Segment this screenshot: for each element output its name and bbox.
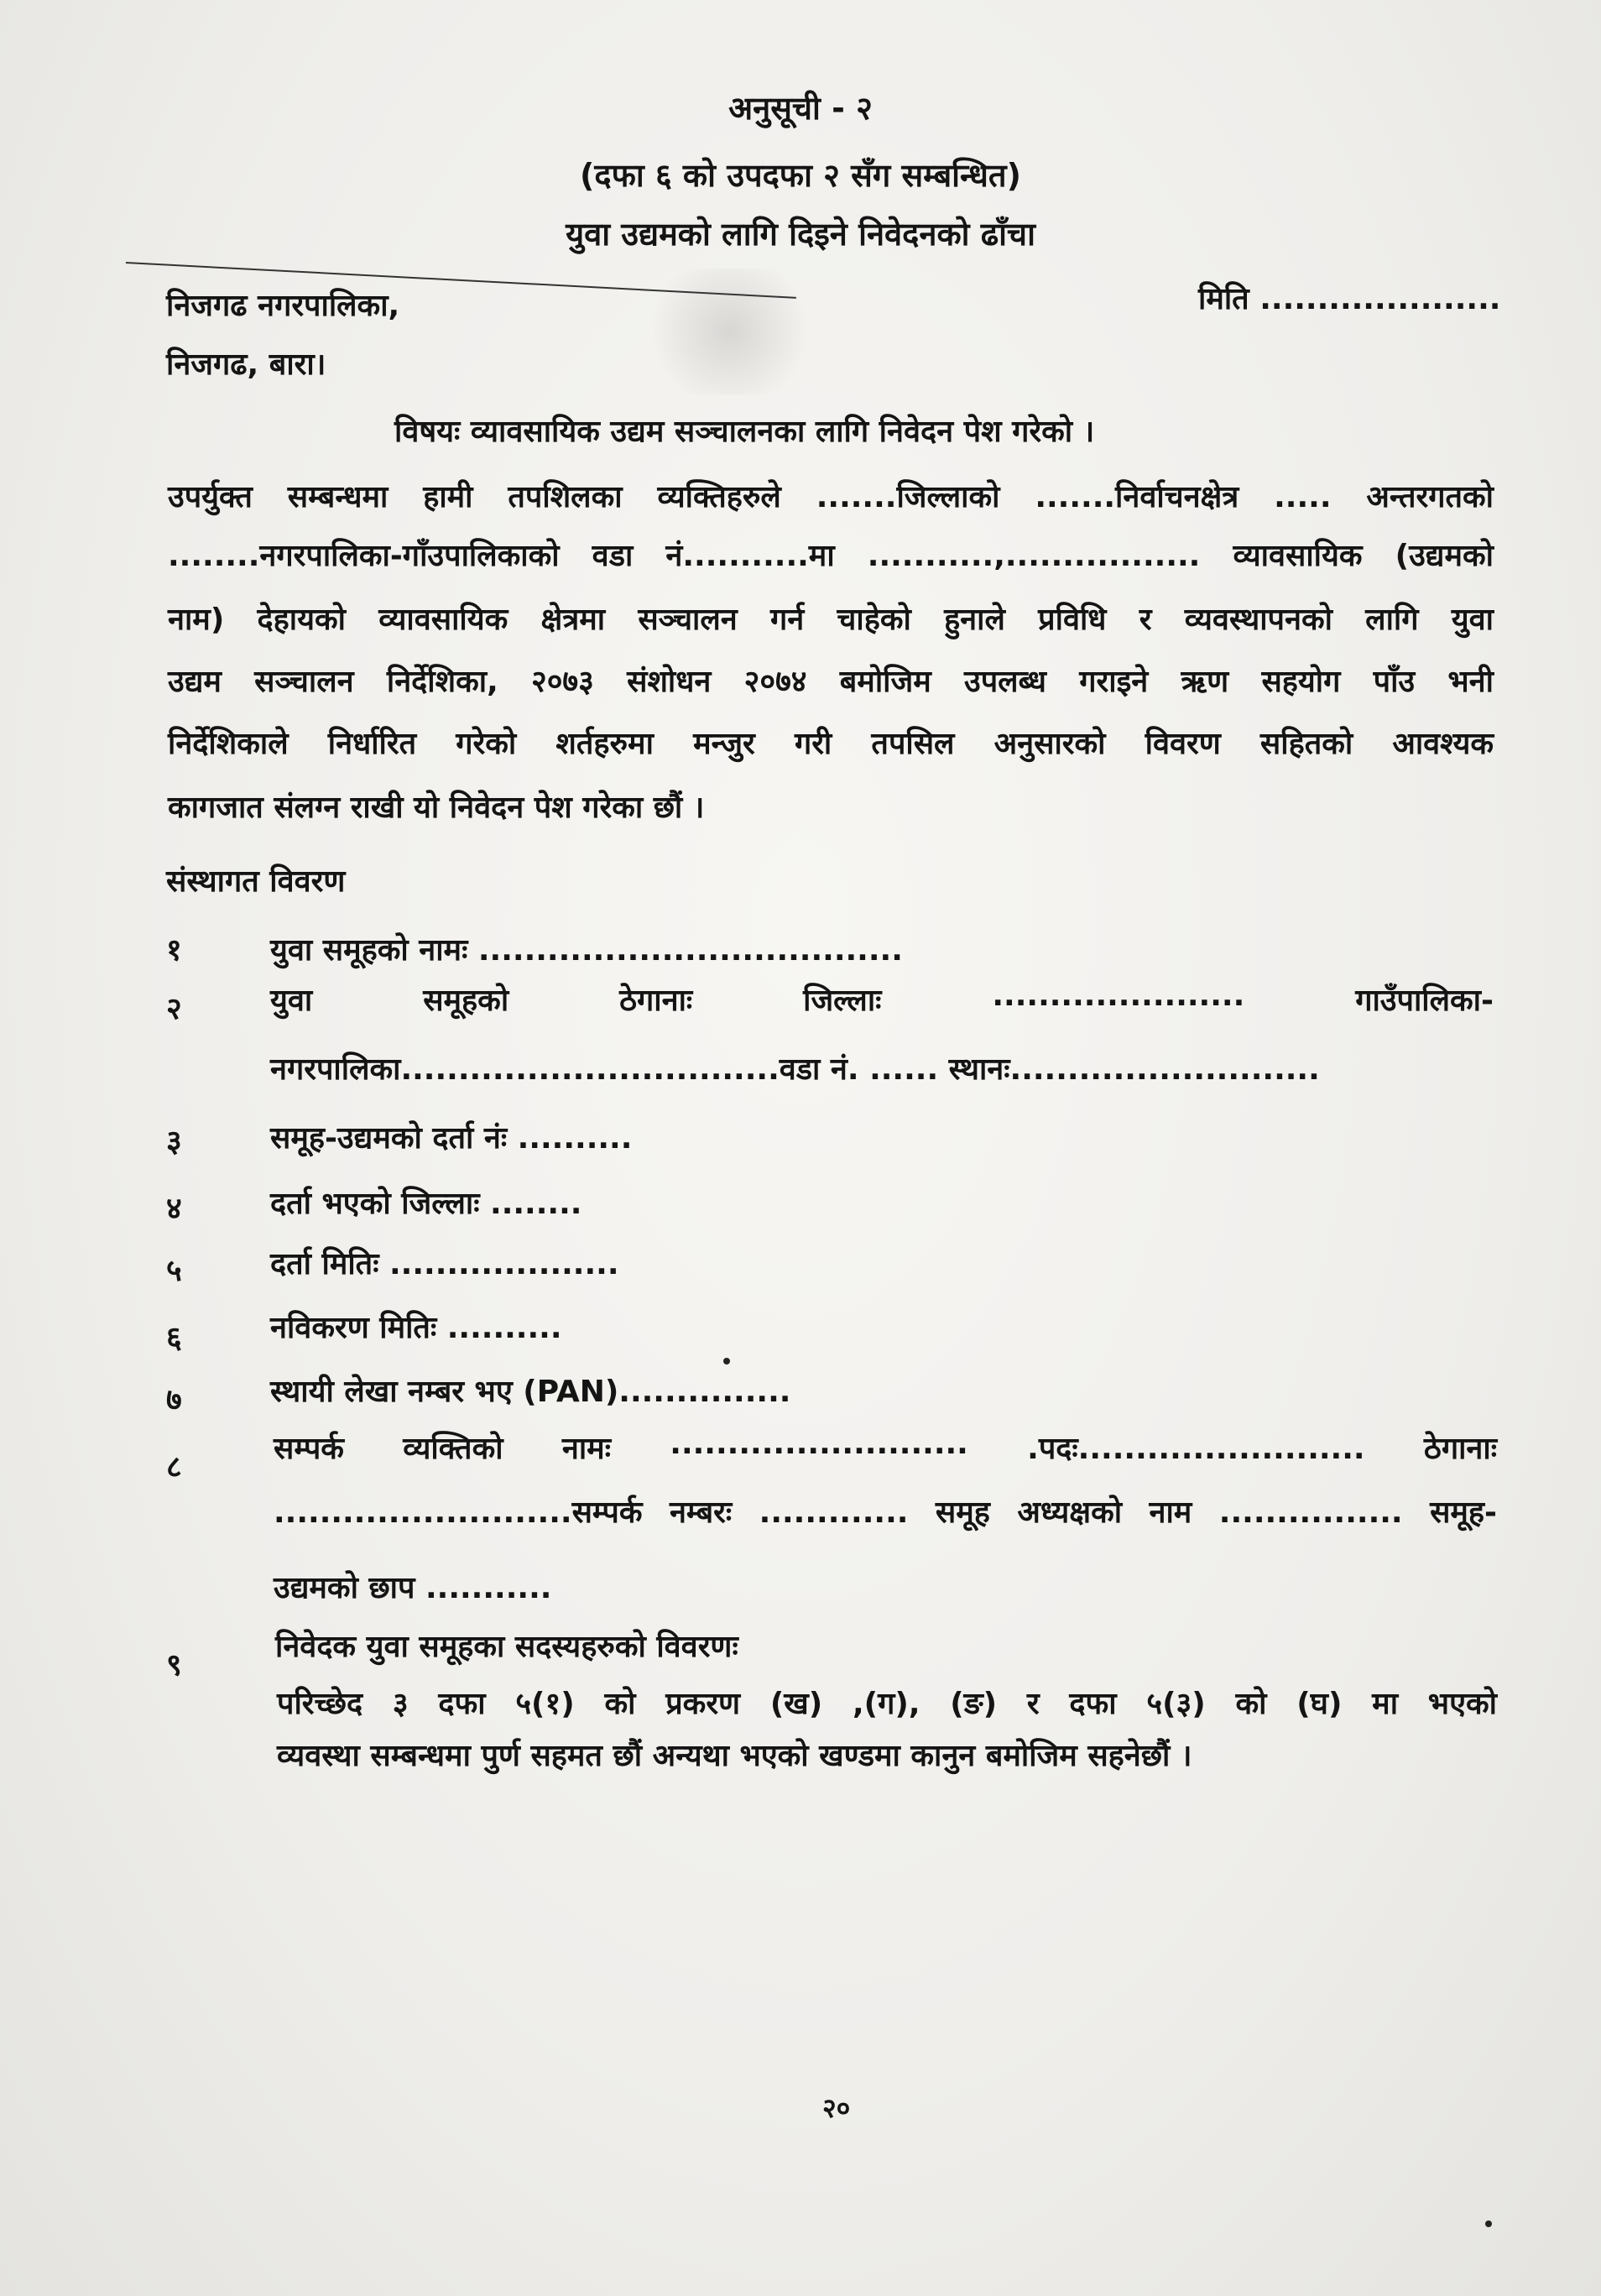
body-line-6: कागजात संलग्न राखी यो निवेदन पेश गरेका छौं । <box>168 791 705 825</box>
item-number-6: ६ <box>166 1321 182 1355</box>
item-8-word-3: नामः <box>561 1432 611 1466</box>
section-title: संस्थागत विवरण <box>166 864 346 899</box>
schedule-heading: अनुसूची - २ <box>728 90 873 127</box>
item-8-word-5: .पदः......................... <box>1027 1432 1365 1466</box>
item-number-4: ४ <box>166 1192 182 1226</box>
item-2-word-5: ...................... <box>992 978 1245 1013</box>
item-9-text: निवेदक युवा समूहका सदस्यहरुको विवरणः <box>275 1630 738 1664</box>
item-number-2: २ <box>166 992 182 1026</box>
item-number-1: १ <box>166 933 182 968</box>
item-8-line-2: ..........................सम्पर्क नम्बरः ............. समूह अध्यक्षको नाम ................ समूह- <box>274 1495 1497 1530</box>
body-line-2: ........नगरपालिका-गाँउपालिकाको वडा नं...........मा ...........,................. व्यावसायिक (उद्यमको <box>168 539 1494 573</box>
item-3-text: समूह-उद्यमको दर्ता नंः .......... <box>270 1121 633 1156</box>
form-title: युवा उद्यमको लागि दिइने निवेदनको ढाँचा <box>566 216 1035 253</box>
addressee-line-1: निजगढ नगरपालिका, <box>166 289 400 323</box>
item-6-text: नविकरण मितिः .......... <box>270 1311 562 1345</box>
item-2-line-2: नगरपालिका.................................वडा नं. ...... स्थानः........................... <box>270 1052 1320 1087</box>
item-2-word-4: जिल्लाः <box>803 984 882 1018</box>
item-number-3: ३ <box>166 1125 182 1159</box>
item-1-text: युवा समूहको नामः ..................................... <box>270 933 903 968</box>
addressee-line-2: निजगढ, बारा। <box>166 347 326 382</box>
item-5-text: दर्ता मितिः .................... <box>270 1247 619 1281</box>
item-8-word-6: ठेगानाः <box>1423 1432 1497 1466</box>
item-number-7: ७ <box>166 1383 182 1417</box>
item-2-word-2: समूहको <box>423 984 509 1018</box>
page-number: २० <box>822 2092 851 2124</box>
body-line-5: निर्देशिकाले निर्धारित गरेको शर्तहरुमा मन्जुर गरी तपसिल अनुसारको विवरण सहितको आवश्यक <box>168 727 1494 761</box>
item-number-9: ९ <box>166 1648 182 1683</box>
item-2-word-1: युवा <box>270 984 313 1018</box>
item-2-row <box>270 978 1494 1020</box>
item-8-line-3: उद्यमको छाप ........... <box>274 1571 552 1605</box>
item-9-line-3: व्यवस्था सम्बन्धमा पुर्ण सहमत छौं अन्यथा भएको खण्डमा कानुन बमोजिम सहनेछौं । <box>277 1739 1192 1773</box>
ink-dot <box>723 1358 730 1365</box>
item-number-5: ५ <box>166 1254 182 1288</box>
item-8-word-4: .......................... <box>670 1427 968 1461</box>
item-7-text: स्थायी लेखा नम्बर भए (PAN)............... <box>270 1375 791 1409</box>
item-2-word-3: ठेगानाः <box>619 984 693 1018</box>
item-4-text: दर्ता भएको जिल्लाः ........ <box>270 1187 582 1221</box>
item-number-8: ८ <box>166 1450 182 1485</box>
item-8-word-1: सम्पर्क <box>274 1432 344 1466</box>
subject-line: विषयः व्यावसायिक उद्यम सञ्चालनका लागि निवेदन पेश गरेको । <box>394 415 1095 449</box>
section-reference: (दफा ६ को उपदफा २ सँग सम्बन्धित) <box>580 157 1021 194</box>
body-line-3: नाम) देहायको व्यावसायिक क्षेत्रमा सञ्चालन गर्न चाहेको हुनाले प्रविधि र व्यवस्थापनको लागि युवा <box>168 603 1494 637</box>
date-field: मिति ..................... <box>1198 282 1501 316</box>
item-8-word-2: व्यक्तिको <box>403 1432 503 1466</box>
item-8-row <box>274 1427 1497 1468</box>
item-2-word-6: गाउँपालिका- <box>1355 984 1494 1018</box>
item-9-line-2: परिच्छेद ३ दफा ५(१) को प्रकरण (ख) ,(ग), (ङ) र दफा ५(३) को (घ) मा भएको <box>277 1687 1497 1721</box>
body-line-4: उद्यम सञ्चालन निर्देशिका, २०७३ संशोधन २०७४ बमोजिम उपलब्ध गराइने ऋण सहयोग पाँउ भनी <box>168 665 1494 699</box>
body-line-1: उपर्युक्त सम्बन्धमा हामी तपशिलका व्यक्तिहरुले .......जिल्लाको .......निर्वाचनक्षेत्र ..... अन्तरगतको <box>168 480 1494 514</box>
ink-dot <box>1485 2220 1492 2227</box>
scanner-smudge <box>638 269 822 394</box>
